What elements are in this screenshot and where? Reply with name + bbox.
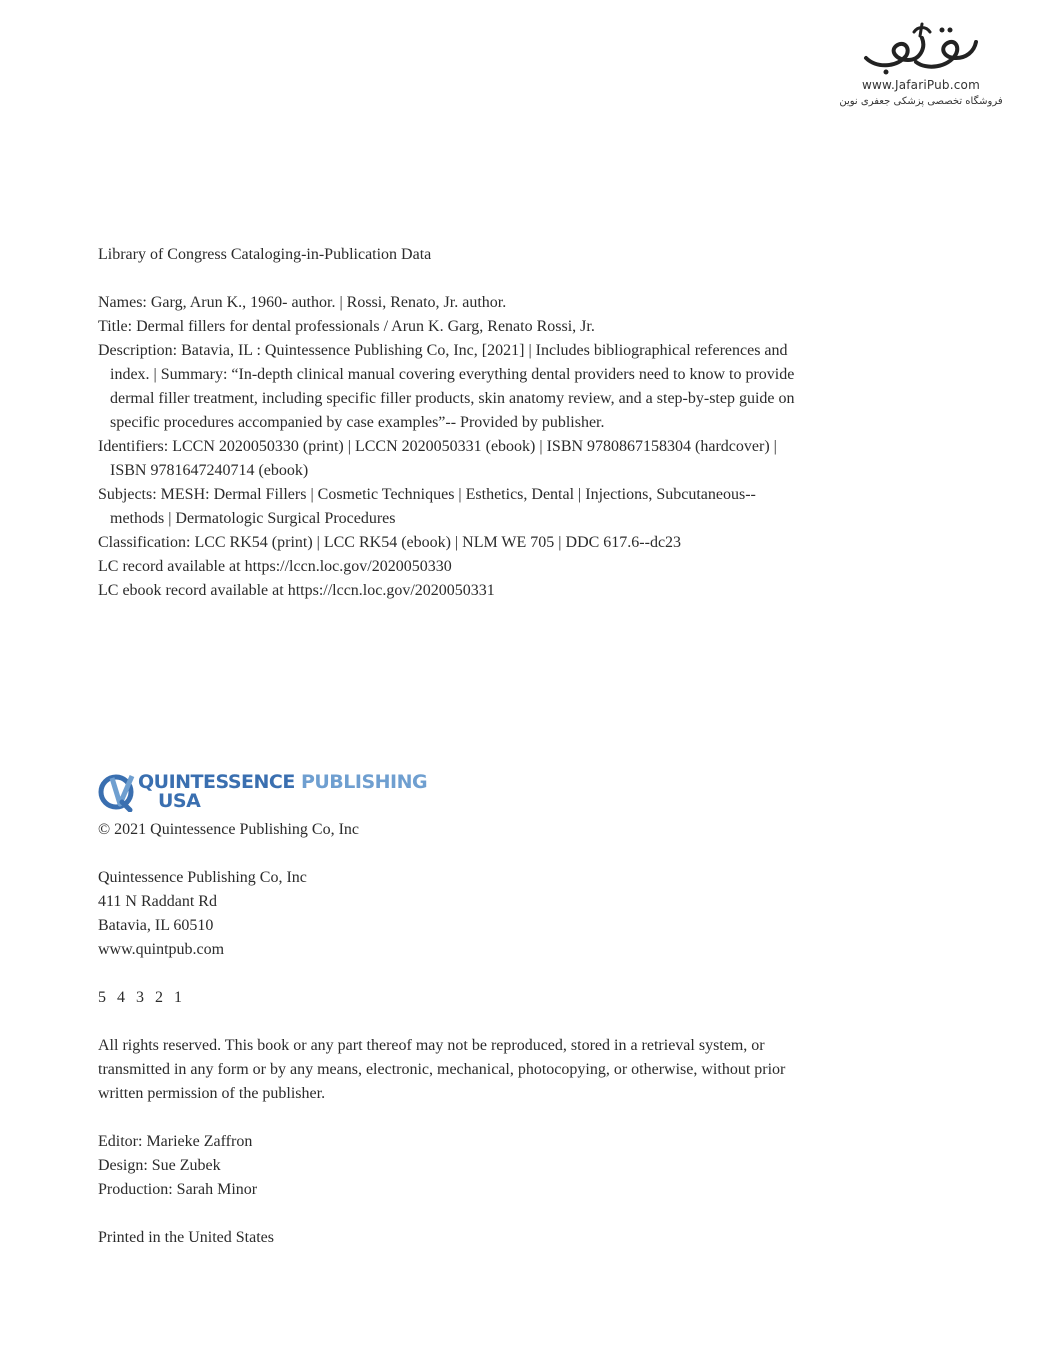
cip-field-label: Names: <box>98 294 147 311</box>
rights-statement: All rights reserved. This book or any part thereof may not be reproduced, stored in a retrieval system, or transmitted in any form or by any means, electronic, mechanical, photocopying, or otherwise, without prior written permission of the publisher. <box>98 1037 786 1102</box>
cip-field <box>98 315 798 339</box>
cip-field <box>98 435 798 483</box>
cip-field-label: Title: <box>98 318 133 335</box>
publisher-address <box>98 866 798 962</box>
credit-line: Production: Sarah Minor <box>98 1181 258 1198</box>
cip-field <box>98 339 798 435</box>
cip-record-link: LC record available at https://lccn.loc.gov/2020050330 <box>98 558 452 575</box>
watermark-url: www.JafariPub.com <box>862 78 980 92</box>
logo-word-usa: USA <box>158 790 201 812</box>
cip-field-text: LCCN 2020050330 (print) | LCCN 2020050331 (ebook) | ISBN 9780867158304 (hardcover) | ISBN 9781647240714 (ebook) <box>110 438 777 479</box>
credit-line: Editor: Marieke Zaffron <box>98 1133 253 1150</box>
cip-field-text: MESH: Dermal Fillers | Cosmetic Techniques | Esthetics, Dental | Injections, Subcutaneous--methods | Dermatologic Surgical Procedures <box>110 486 756 527</box>
cip-field-label: Identifiers: <box>98 438 169 455</box>
printed-in: Printed in the United States <box>98 1229 274 1246</box>
cip-records <box>98 555 798 603</box>
cip-field-text: Dermal fillers for dental professionals / Arun K. Garg, Renato Rossi, Jr. <box>136 318 595 335</box>
watermark-tagline: فروشگاه تخصصی پزشکی جعفری نوین <box>839 96 1003 107</box>
calligraphy-logo-icon <box>856 18 986 76</box>
cip-field-label: Description: <box>98 342 178 359</box>
printing-number: 5 <box>98 989 106 1006</box>
publisher-info <box>98 818 798 1250</box>
logo-word-publishing: PUBLISHING <box>300 771 428 793</box>
cip-field-label: Classification: <box>98 534 191 551</box>
cip-heading: Library of Congress Cataloging-in-Publication Data <box>98 246 432 263</box>
quintessence-qv-logo-icon <box>98 772 136 812</box>
address-line: www.quintpub.com <box>98 941 225 958</box>
cip-record-link: LC ebook record available at https://lccn.loc.gov/2020050331 <box>98 582 495 599</box>
printing-number: 2 <box>155 989 163 1006</box>
cip-field-label: Subjects: <box>98 486 157 503</box>
credit-line: Design: Sue Zubek <box>98 1157 221 1174</box>
credits <box>98 1130 798 1202</box>
publisher-logo <box>98 772 427 812</box>
cip-block <box>98 243 798 603</box>
address-line: Batavia, IL 60510 <box>98 917 214 934</box>
cip-field <box>98 483 798 531</box>
address-line: 411 N Raddant Rd <box>98 893 217 910</box>
printing-number: 3 <box>136 989 144 1006</box>
cip-field-text: Batavia, IL : Quintessence Publishing Co, Inc, [2021] | Includes bibliographical references and index. | Summary: “In-depth clinical manual covering everything dental providers need to know to provide dermal filler treatment, including specific filler products, skin anatomy review, and a step-by-step guide on specific procedures accompanied by case examples”-- Provided by publisher. <box>110 342 795 431</box>
watermark <box>826 18 1016 107</box>
cip-field-text: LCC RK54 (print) | LCC RK54 (ebook) | NLM WE 705 | DDC 617.6--dc23 <box>194 534 682 551</box>
printing-number: 1 <box>174 989 182 1006</box>
address-line: Quintessence Publishing Co, Inc <box>98 869 307 886</box>
cip-field <box>98 531 798 555</box>
printing-line <box>98 986 798 1010</box>
cip-field <box>98 291 798 315</box>
printing-number: 4 <box>117 989 125 1006</box>
cip-fields <box>98 291 798 555</box>
logo-word-quintessence: QUINTESSENCE <box>138 771 295 793</box>
copyright-line: © 2021 Quintessence Publishing Co, Inc <box>98 821 360 838</box>
cip-field-text: Garg, Arun K., 1960- author. | Rossi, Renato, Jr. author. <box>150 294 507 311</box>
